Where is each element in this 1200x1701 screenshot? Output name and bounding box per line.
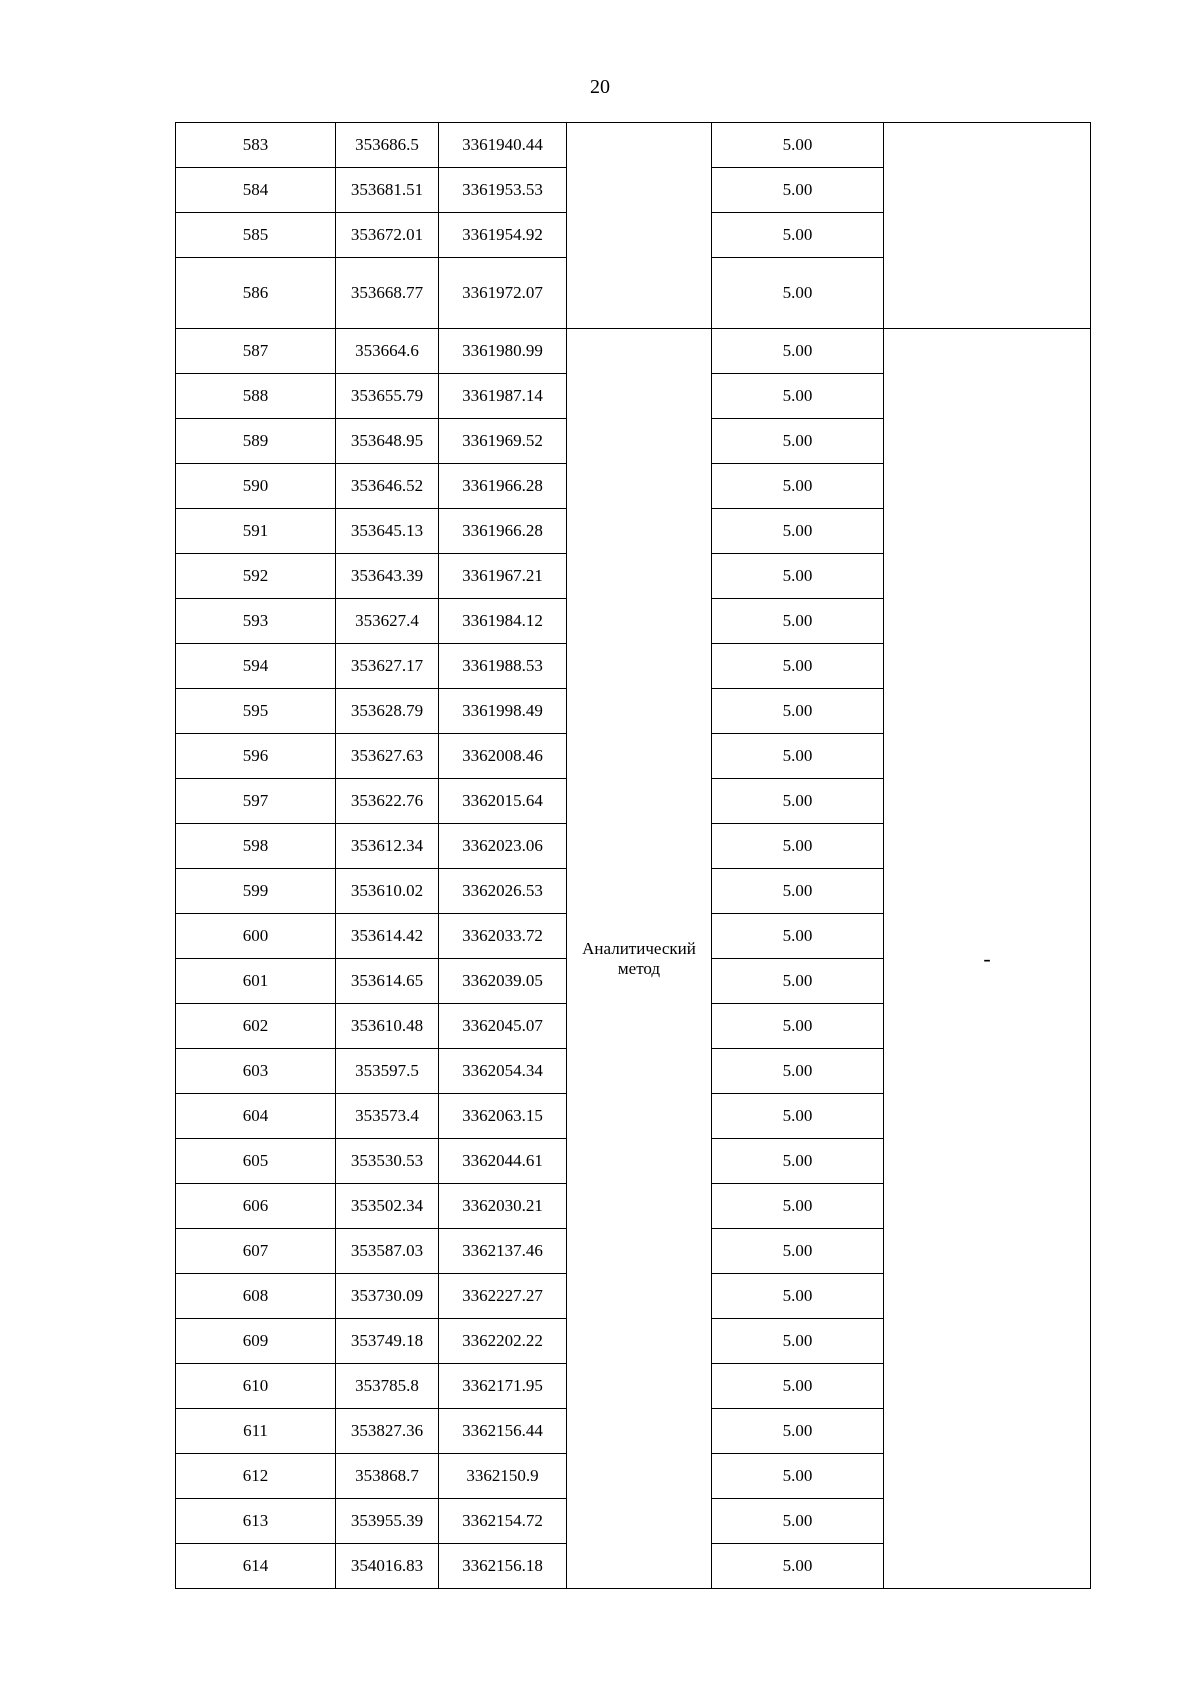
x-coordinate-cell: 353627.17: [336, 644, 439, 689]
y-coordinate-cell: 3362202.22: [439, 1319, 567, 1364]
accuracy-value-cell: 5.00: [712, 464, 884, 509]
point-number-cell: 591: [176, 509, 336, 554]
point-number-cell: 598: [176, 824, 336, 869]
x-coordinate-cell: 353597.5: [336, 1049, 439, 1094]
y-coordinate-cell: 3362227.27: [439, 1274, 567, 1319]
note-cell: -: [884, 329, 1091, 1589]
x-coordinate-cell: 353610.48: [336, 1004, 439, 1049]
point-number-cell: 604: [176, 1094, 336, 1139]
point-number-cell: 610: [176, 1364, 336, 1409]
point-number-cell: 586: [176, 258, 336, 329]
accuracy-value-cell: 5.00: [712, 1454, 884, 1499]
point-number-cell: 599: [176, 869, 336, 914]
x-coordinate-cell: 353730.09: [336, 1274, 439, 1319]
x-coordinate-cell: 353610.02: [336, 869, 439, 914]
point-number-cell: 587: [176, 329, 336, 374]
point-number-cell: 611: [176, 1409, 336, 1454]
accuracy-value-cell: 5.00: [712, 914, 884, 959]
y-coordinate-cell: 3361980.99: [439, 329, 567, 374]
x-coordinate-cell: 353827.36: [336, 1409, 439, 1454]
x-coordinate-cell: 353530.53: [336, 1139, 439, 1184]
x-coordinate-cell: 353628.79: [336, 689, 439, 734]
accuracy-value-cell: 5.00: [712, 329, 884, 374]
table-body: [176, 123, 1091, 1589]
point-number-cell: 605: [176, 1139, 336, 1184]
point-number-cell: 614: [176, 1544, 336, 1589]
point-number-cell: 592: [176, 554, 336, 599]
point-number-cell: 600: [176, 914, 336, 959]
y-coordinate-cell: 3362026.53: [439, 869, 567, 914]
accuracy-value-cell: 5.00: [712, 1229, 884, 1274]
table-row: [176, 123, 1091, 168]
x-coordinate-cell: 353646.52: [336, 464, 439, 509]
y-coordinate-cell: 3361984.12: [439, 599, 567, 644]
y-coordinate-cell: 3362023.06: [439, 824, 567, 869]
x-coordinate-cell: 353643.39: [336, 554, 439, 599]
x-coordinate-cell: 353785.8: [336, 1364, 439, 1409]
point-number-cell: 613: [176, 1499, 336, 1544]
x-coordinate-cell: 353587.03: [336, 1229, 439, 1274]
point-number-cell: 594: [176, 644, 336, 689]
y-coordinate-cell: 3362044.61: [439, 1139, 567, 1184]
accuracy-value-cell: 5.00: [712, 644, 884, 689]
point-number-cell: 585: [176, 213, 336, 258]
accuracy-value-cell: 5.00: [712, 1544, 884, 1589]
accuracy-value-cell: 5.00: [712, 599, 884, 644]
x-coordinate-cell: 353664.6: [336, 329, 439, 374]
y-coordinate-cell: 3362039.05: [439, 959, 567, 1004]
x-coordinate-cell: 353614.65: [336, 959, 439, 1004]
point-number-cell: 589: [176, 419, 336, 464]
y-coordinate-cell: 3362154.72: [439, 1499, 567, 1544]
accuracy-value-cell: 5.00: [712, 419, 884, 464]
point-number-cell: 601: [176, 959, 336, 1004]
point-number-cell: 588: [176, 374, 336, 419]
y-coordinate-cell: 3362045.07: [439, 1004, 567, 1049]
x-coordinate-cell: 353655.79: [336, 374, 439, 419]
accuracy-value-cell: 5.00: [712, 1049, 884, 1094]
x-coordinate-cell: 353955.39: [336, 1499, 439, 1544]
accuracy-value-cell: 5.00: [712, 123, 884, 168]
accuracy-value-cell: 5.00: [712, 1364, 884, 1409]
note-cell-blank: [884, 123, 1091, 329]
y-coordinate-cell: 3362156.44: [439, 1409, 567, 1454]
accuracy-value-cell: 5.00: [712, 689, 884, 734]
accuracy-value-cell: 5.00: [712, 1184, 884, 1229]
x-coordinate-cell: 353645.13: [336, 509, 439, 554]
x-coordinate-cell: 353627.63: [336, 734, 439, 779]
accuracy-value-cell: 5.00: [712, 213, 884, 258]
accuracy-value-cell: 5.00: [712, 1139, 884, 1184]
accuracy-value-cell: 5.00: [712, 779, 884, 824]
point-number-cell: 603: [176, 1049, 336, 1094]
y-coordinate-cell: 3361972.07: [439, 258, 567, 329]
point-number-cell: 597: [176, 779, 336, 824]
y-coordinate-cell: 3361966.28: [439, 464, 567, 509]
y-coordinate-cell: 3362008.46: [439, 734, 567, 779]
point-number-cell: 590: [176, 464, 336, 509]
y-coordinate-cell: 3362033.72: [439, 914, 567, 959]
point-number-cell: 602: [176, 1004, 336, 1049]
accuracy-value-cell: 5.00: [712, 509, 884, 554]
accuracy-value-cell: 5.00: [712, 258, 884, 329]
method-cell: Аналитический метод: [567, 329, 712, 1589]
point-number-cell: 606: [176, 1184, 336, 1229]
y-coordinate-cell: 3362015.64: [439, 779, 567, 824]
accuracy-value-cell: 5.00: [712, 1499, 884, 1544]
y-coordinate-cell: 3362030.21: [439, 1184, 567, 1229]
x-coordinate-cell: 353749.18: [336, 1319, 439, 1364]
x-coordinate-cell: 353502.34: [336, 1184, 439, 1229]
point-number-cell: 596: [176, 734, 336, 779]
accuracy-value-cell: 5.00: [712, 734, 884, 779]
point-number-cell: 583: [176, 123, 336, 168]
point-number-cell: 609: [176, 1319, 336, 1364]
y-coordinate-cell: 3361954.92: [439, 213, 567, 258]
y-coordinate-cell: 3362150.9: [439, 1454, 567, 1499]
point-number-cell: 612: [176, 1454, 336, 1499]
accuracy-value-cell: 5.00: [712, 1004, 884, 1049]
y-coordinate-cell: 3361940.44: [439, 123, 567, 168]
coordinates-table: [175, 122, 1091, 1589]
x-coordinate-cell: 353668.77: [336, 258, 439, 329]
x-coordinate-cell: 353614.42: [336, 914, 439, 959]
y-coordinate-cell: 3361969.52: [439, 419, 567, 464]
method-cell-blank: [567, 123, 712, 329]
page-number: 20: [590, 76, 610, 98]
x-coordinate-cell: 353573.4: [336, 1094, 439, 1139]
x-coordinate-cell: 353622.76: [336, 779, 439, 824]
y-coordinate-cell: 3362156.18: [439, 1544, 567, 1589]
accuracy-value-cell: 5.00: [712, 1409, 884, 1454]
x-coordinate-cell: 353612.34: [336, 824, 439, 869]
accuracy-value-cell: 5.00: [712, 1094, 884, 1139]
accuracy-value-cell: 5.00: [712, 959, 884, 1004]
x-coordinate-cell: 353686.5: [336, 123, 439, 168]
x-coordinate-cell: 354016.83: [336, 1544, 439, 1589]
point-number-cell: 607: [176, 1229, 336, 1274]
y-coordinate-cell: 3362063.15: [439, 1094, 567, 1139]
accuracy-value-cell: 5.00: [712, 554, 884, 599]
y-coordinate-cell: 3362137.46: [439, 1229, 567, 1274]
accuracy-value-cell: 5.00: [712, 374, 884, 419]
point-number-cell: 608: [176, 1274, 336, 1319]
y-coordinate-cell: 3361988.53: [439, 644, 567, 689]
x-coordinate-cell: 353868.7: [336, 1454, 439, 1499]
y-coordinate-cell: 3362171.95: [439, 1364, 567, 1409]
point-number-cell: 593: [176, 599, 336, 644]
x-coordinate-cell: 353627.4: [336, 599, 439, 644]
accuracy-value-cell: 5.00: [712, 869, 884, 914]
x-coordinate-cell: 353681.51: [336, 168, 439, 213]
table-row: [176, 329, 1091, 374]
y-coordinate-cell: 3362054.34: [439, 1049, 567, 1094]
accuracy-value-cell: 5.00: [712, 1274, 884, 1319]
point-number-cell: 595: [176, 689, 336, 734]
accuracy-value-cell: 5.00: [712, 168, 884, 213]
accuracy-value-cell: 5.00: [712, 824, 884, 869]
x-coordinate-cell: 353648.95: [336, 419, 439, 464]
point-number-cell: 584: [176, 168, 336, 213]
y-coordinate-cell: 3361967.21: [439, 554, 567, 599]
accuracy-value-cell: 5.00: [712, 1319, 884, 1364]
y-coordinate-cell: 3361966.28: [439, 509, 567, 554]
y-coordinate-cell: 3361998.49: [439, 689, 567, 734]
y-coordinate-cell: 3361953.53: [439, 168, 567, 213]
y-coordinate-cell: 3361987.14: [439, 374, 567, 419]
x-coordinate-cell: 353672.01: [336, 213, 439, 258]
